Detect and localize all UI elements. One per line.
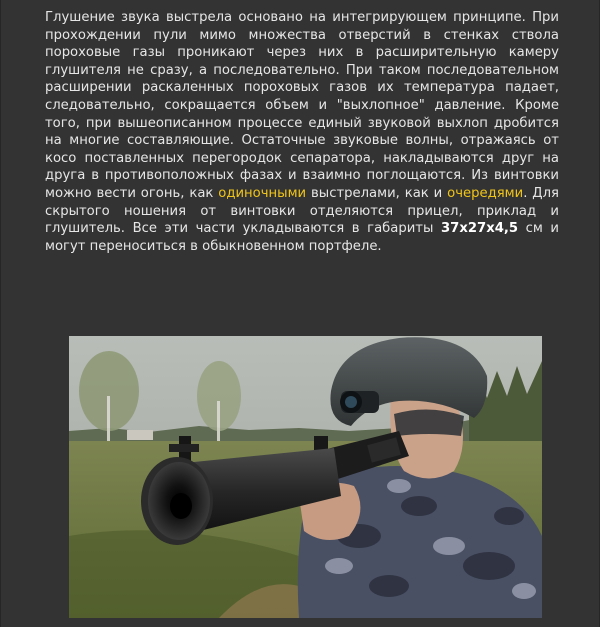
article-text-part-4: см и могут переноситься в обыкновенном портфеле. [45, 221, 559, 254]
link-single-shots[interactable]: одиночными [218, 185, 307, 201]
article-text-part-2: выстрелами, как и [306, 185, 448, 201]
article-text-part-1: Глушение звука выстрела основано на интегрирующем принципе. При прохождении пули мимо множества отверстий в стенках ствола пороховые газы проникают через них в расширительную камеру глушителя не сразу, а последовательно. При таком последовательном расширении раскаленных пороховых газов их температура падает, следовательно, сокращается объем и "выхлопное" давление. Кроме того, при вышеописанном процессе единый звуковой выхлоп дробится на многие составляющие. Остаточные звуковые волны, отражаясь от косо поставленных перегородок сепаратора, накладываются друг на друга в противоположных фазах и взаимно поглощаются. Из винтовки можно вести огонь, как [45, 10, 559, 201]
link-bursts[interactable]: очередями [447, 185, 524, 201]
article-paragraph [45, 9, 559, 255]
dimensions-value: 37x27x4,5 [440, 221, 519, 237]
article-text-part-3: . Для скрытого ношения от винтовки отделяются прицел, приклад и глушитель. Все эти части укладываются в габариты [45, 185, 559, 237]
soldier-rifle-photo [69, 336, 542, 618]
photo-illustration [69, 336, 542, 618]
